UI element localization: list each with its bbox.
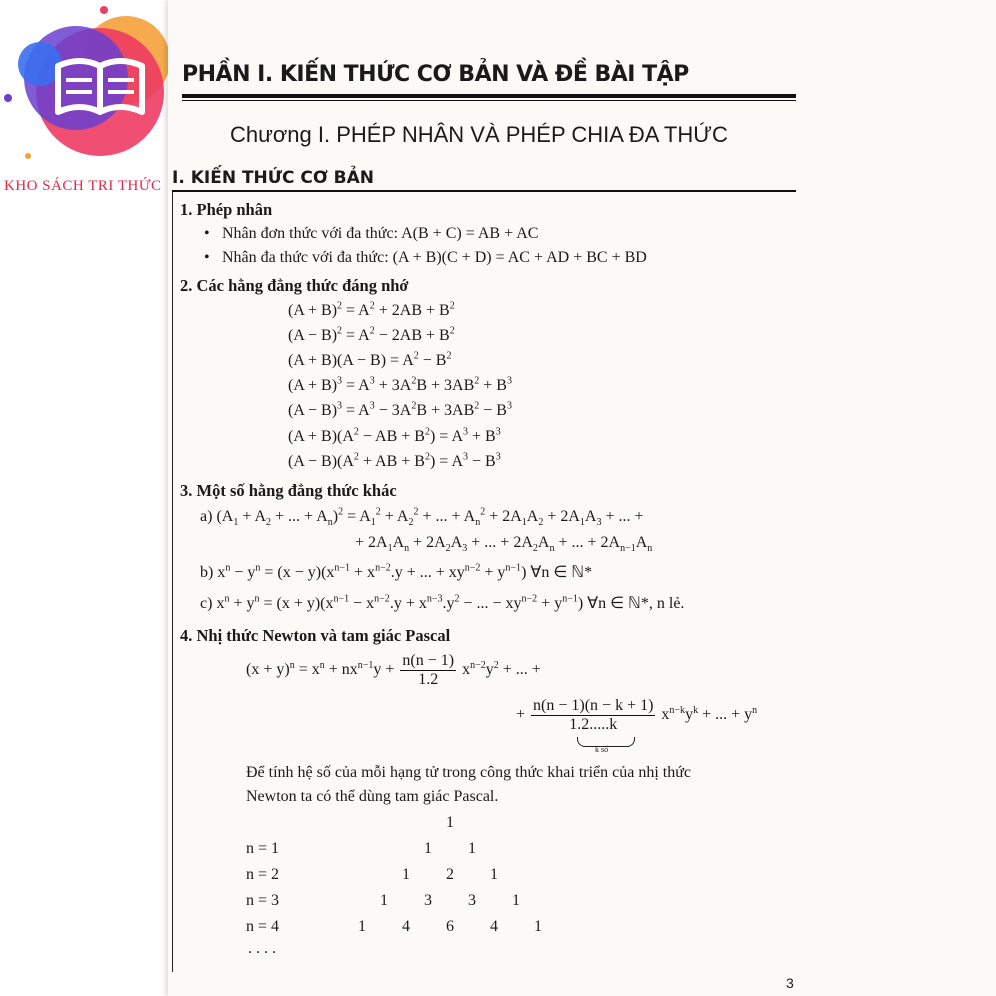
pascal-ellipsis: . . . . [248, 940, 276, 957]
label-c: c) [200, 595, 213, 612]
pascal-coefficient: 1 [380, 892, 388, 909]
pascal-coefficient: 1 [358, 918, 366, 935]
chapter-title: Chương I. PHÉP NHÂN VÀ PHÉP CHIA ĐA THỨC [230, 122, 728, 147]
pascal-coefficient: 1 [534, 918, 542, 935]
pascal-row-label: n = 3 [246, 892, 280, 909]
identity-3: $(A + B)(A - B) = A^2 - B^2$ [288, 350, 452, 369]
formula-c: c) $x^n + y^n = (x + y)(x^{n-1} - x^{n-2}.y + x^{n-3}.y^2$ − ... − $xy^{n-2} + y^{n-1}$) ∀n ∈ ℕ*, n lẻ. [200, 593, 685, 612]
heading-other-identities: 3. Một số hằng đẳng thức khác [180, 481, 397, 500]
logo-text: KHO SÁCH TRI THỨC [4, 178, 162, 194]
newton-formula-1: $(x + y)^n = x^n + nx^{n-1}y$ + $\frac{n(n - 1)}{1.2}$ $x^{n-2}y^2$ + ... + [246, 652, 541, 688]
pascal-row-label: n = 2 [246, 866, 280, 883]
brace-label: k số [595, 745, 609, 754]
pascal-coefficient: 6 [446, 918, 454, 935]
label-b: b) [200, 564, 214, 581]
formula-a: a) ($A_1 + A_2$ + ... + $A_n)^2 = A_1^2 + A_2^2$ + ... + $A_n^2 + 2A_1A_2 + 2A_1A_3$ + ... + [200, 506, 644, 529]
label-a: a) [200, 508, 213, 525]
heading-identities: 2. Các hằng đẳng thức đáng nhớ [180, 276, 409, 295]
pascal-coefficient: 1 [446, 814, 454, 831]
pascal-coefficient: 3 [468, 892, 476, 909]
formula-b: b) $x^n - y^n = (x - y)(x^{n-1} + x^{n-2}.y$ + ... + $xy^{n-2} + y^{n-1}$) ∀n ∈ ℕ* [200, 562, 593, 581]
formula-a-cont: + $2A_1A_n + 2A_2A_3$ + ... + $2A_2A_n$ + ... + $2A_{n-1}A_n$ [355, 534, 653, 555]
pascal-coefficient: 1 [490, 866, 498, 883]
pascal-coefficient: 1 [424, 840, 432, 857]
identity-4: $(A + B)^3 = A^3 + 3A^2B + 3AB^2 + B^3$ [288, 375, 512, 394]
part-rule-thin [182, 100, 796, 101]
pascal-intro-1: Để tính hệ số của mỗi hạng tử trong công thức khai triển của nhị thức [246, 764, 692, 781]
identity-6: $(A + B)(A^2$ − AB + $B^2) = A^3 + B^3$ [288, 426, 501, 445]
bullet-monomial: • Nhân đơn thức với đa thức: A(B + C) = AB + AC [222, 225, 538, 243]
pascal-coefficient: 1 [512, 892, 520, 909]
pascal-coefficient: 4 [402, 918, 410, 935]
identity-1: $(A + B)^2 = A^2 + 2AB + B^2$ [288, 300, 455, 319]
part-rule [182, 94, 796, 98]
pascal-coefficient: 3 [424, 892, 432, 909]
section-title: I. KIẾN THỨC CƠ BẢN [172, 168, 374, 188]
odd-note: , n lẻ. [648, 595, 685, 612]
page-number: 3 [786, 975, 794, 991]
heading-newton: 4. Nhị thức Newton và tam giác Pascal [180, 626, 451, 645]
pascal-coefficient: 2 [446, 866, 454, 883]
identity-7: $(A - B)(A^2$ + AB + $B^2) = A^3 - B^3$ [288, 451, 501, 470]
pascal-row-label: n = 1 [246, 840, 280, 857]
bullet-polynomial: • Nhân đa thức với đa thức: (A + B)(C + D) = AC + AD + BC + BD [222, 249, 647, 267]
part-title: PHẦN I. KIẾN THỨC CƠ BẢN VÀ ĐỀ BÀI TẬP [182, 62, 689, 87]
pascal-coefficient: 4 [490, 918, 498, 935]
pascal-row-label: n = 4 [246, 918, 280, 935]
identity-2: $(A - B)^2 = A^2 - 2AB + B^2$ [288, 325, 455, 344]
heading-multiplication: 1. Phép nhân [180, 200, 273, 219]
pascal-intro-2: Newton ta có thể dùng tam giác Pascal. [246, 788, 499, 805]
identity-5: $(A - B)^3 = A^3 - 3A^2B + 3AB^2 - B^3$ [288, 400, 512, 419]
pascal-coefficient: 1 [468, 840, 476, 857]
pascal-coefficient: 1 [402, 866, 410, 883]
newton-formula-2: + $\frac{n(n - 1)(n - k + 1)}{1.2.....k}$ $x^{n-k}y^k$ + ... + $y^n$ [516, 697, 758, 733]
